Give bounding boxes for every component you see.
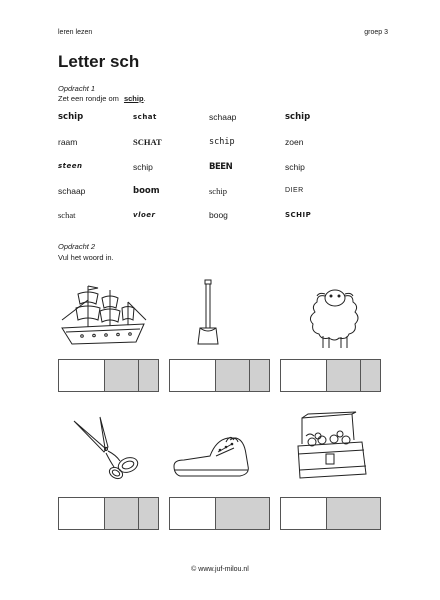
- footer-copyright: © www.juf-milou.nl: [191, 566, 249, 573]
- answer-cell[interactable]: [215, 498, 269, 529]
- word-cell[interactable]: schip: [58, 112, 84, 122]
- word-cell[interactable]: vloer: [133, 211, 156, 219]
- word-cell[interactable]: schip: [209, 137, 235, 147]
- answer-box-sheep[interactable]: [280, 359, 381, 392]
- word-cell[interactable]: BEEN: [209, 162, 233, 172]
- answer-cell[interactable]: [215, 360, 249, 391]
- answer-cell[interactable]: [104, 498, 138, 529]
- word-cell[interactable]: steen: [58, 162, 83, 170]
- task1-label: Opdracht 1: [58, 84, 96, 93]
- word-cell[interactable]: schaap: [209, 112, 237, 122]
- answer-cell[interactable]: [59, 498, 104, 529]
- word-cell[interactable]: schip: [285, 112, 311, 122]
- word-cell[interactable]: schaap: [58, 186, 86, 196]
- word-cell[interactable]: boom: [133, 186, 160, 196]
- answer-cell[interactable]: [249, 360, 269, 391]
- answer-cell[interactable]: [281, 360, 326, 391]
- page-title: Letter sch: [58, 52, 140, 71]
- answer-box-chest[interactable]: [280, 497, 381, 530]
- answer-box-shovel[interactable]: [169, 359, 270, 392]
- treasure-chest-icon: [292, 410, 372, 489]
- word-cell[interactable]: boog: [209, 210, 228, 220]
- word-cell[interactable]: zoen: [285, 137, 304, 147]
- task2-label: Opdracht 2: [58, 242, 96, 251]
- answer-box-scissors[interactable]: [58, 497, 159, 530]
- scissors-icon: [70, 415, 145, 485]
- answer-cell[interactable]: [360, 360, 380, 391]
- answer-cell[interactable]: [326, 360, 360, 391]
- answer-cell[interactable]: [59, 360, 104, 391]
- answer-cell[interactable]: [138, 498, 158, 529]
- answer-cell[interactable]: [138, 360, 158, 391]
- word-cell[interactable]: schat: [58, 210, 76, 220]
- task1-keyword: schip: [123, 94, 144, 103]
- header-subject: leren lezen: [58, 29, 93, 36]
- word-cell[interactable]: SCHAT: [133, 137, 162, 147]
- answer-cell[interactable]: [281, 498, 326, 529]
- word-cell[interactable]: raam: [58, 137, 78, 147]
- answer-cell[interactable]: [104, 360, 138, 391]
- task1-instruction-text: Zet een rondje om: [58, 94, 119, 103]
- shovel-icon: [190, 278, 230, 355]
- sheep-icon: [305, 282, 365, 357]
- word-cell[interactable]: DIER: [285, 187, 304, 194]
- word-cell[interactable]: schip: [209, 186, 227, 196]
- header-grade: groep 3: [364, 29, 388, 36]
- task1-instruction: Zet een rondje om schip.: [58, 94, 146, 103]
- ship-icon: [58, 280, 150, 355]
- answer-box-ship[interactable]: [58, 359, 159, 392]
- answer-cell[interactable]: [170, 498, 215, 529]
- answer-box-shoe[interactable]: [169, 497, 270, 530]
- answer-cell[interactable]: [170, 360, 215, 391]
- task2-instruction: Vul het woord in.: [58, 253, 114, 262]
- answer-cell[interactable]: [326, 498, 380, 529]
- word-cell[interactable]: SCHIP: [285, 211, 312, 219]
- word-cell[interactable]: schip: [133, 162, 153, 172]
- word-cell[interactable]: schat: [133, 113, 157, 121]
- shoe-icon: [170, 430, 266, 490]
- word-cell[interactable]: schip: [285, 162, 305, 172]
